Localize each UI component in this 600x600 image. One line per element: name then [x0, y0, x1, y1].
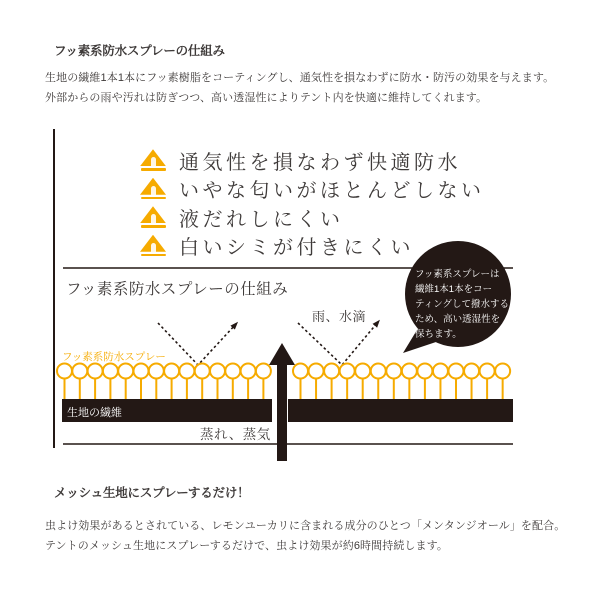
coating-circle [340, 364, 355, 379]
intro-line-2: 外部からの雨や汚れは防ぎつつ、高い透湿性によりテント内を快適に維持してくれます。 [45, 92, 488, 104]
coating-circle [417, 364, 432, 379]
intro-heading: フッ素系防水スプレーの仕組み [54, 44, 225, 58]
coating-circle [449, 364, 464, 379]
coating-circle [72, 364, 87, 379]
coating-circle [293, 364, 308, 379]
feature-label: いやな匂いがほとんどしない [179, 180, 485, 203]
coating-circle [309, 364, 324, 379]
outro-line-2: テントのメッシュ生地にスプレーするだけで、虫よけ効果が約6時間持続します。 [45, 540, 448, 552]
bubble-text-line: フッ素系スプレーは [415, 269, 500, 280]
coating-circle [88, 364, 103, 379]
outro-line-1: 虫よけ効果があるとされている、レモンユーカリに含まれる成分のひとつ「メンタンジオール」を配合。 [45, 520, 566, 532]
coating-circle [241, 364, 256, 379]
coating-circle [256, 364, 271, 379]
feature-label: 液だれしにくい [179, 208, 344, 231]
feature-label: 白いシミが付きにくい [179, 237, 414, 260]
coating-circle [57, 364, 72, 379]
bubble-text-line: 繊維1本1本をコー [415, 284, 493, 295]
coating-circle [134, 364, 149, 379]
coating-circle [179, 364, 194, 379]
coating-circle [164, 364, 179, 379]
coating-circle [225, 364, 240, 379]
coating-circle [480, 364, 495, 379]
coating-circle [433, 364, 448, 379]
water-bounce-arrow-icon [298, 322, 378, 365]
fabric-bar-right [288, 399, 513, 422]
coating-circle [402, 364, 417, 379]
feature-item [140, 203, 485, 232]
steam-label: 蒸れ、蒸気 [200, 427, 271, 442]
rain-label: 雨、水滴 [312, 309, 367, 324]
tent-icon [140, 149, 166, 171]
outro-heading: メッシュ生地にスプレーするだけ！ [54, 486, 250, 500]
bubble-text-line: 保ちます。 [415, 329, 462, 340]
water-bounce-arrow-icon [158, 323, 236, 365]
outro-paragraph [45, 516, 565, 556]
coating-circle [210, 364, 225, 379]
coating-circle [371, 364, 386, 379]
coating-circle [118, 364, 133, 379]
diagram-title: フッ素系防水スプレーの仕組み [66, 281, 289, 298]
coating-circle [195, 364, 210, 379]
coating-circle [386, 364, 401, 379]
coating-circle [103, 364, 118, 379]
tent-icon [140, 178, 166, 200]
coating-circle [324, 364, 339, 379]
fabric-label: 生地の繊維 [67, 407, 122, 419]
coating-circle [149, 364, 164, 379]
intro-line-1: 生地の繊維1本1本にフッ素樹脂をコーティングし、通気性を損なわずに防水・防汚の効果を与えます。 [45, 72, 555, 84]
bubble-text-line: ティングして撥水する [415, 299, 510, 310]
coating-circle [355, 364, 370, 379]
intro-paragraph [45, 68, 554, 108]
mechanism-diagram [54, 235, 524, 470]
coating-circle [464, 364, 479, 379]
feature-item [140, 175, 485, 204]
coating-circle [495, 364, 510, 379]
feature-item [140, 146, 485, 175]
spray-label: フッ素系防水スプレー [62, 351, 166, 363]
feature-label: 通気性を損なわず快適防水 [179, 151, 461, 174]
bubble-text-line: ため、高い透湿性を [415, 314, 501, 325]
tent-icon [140, 206, 166, 228]
